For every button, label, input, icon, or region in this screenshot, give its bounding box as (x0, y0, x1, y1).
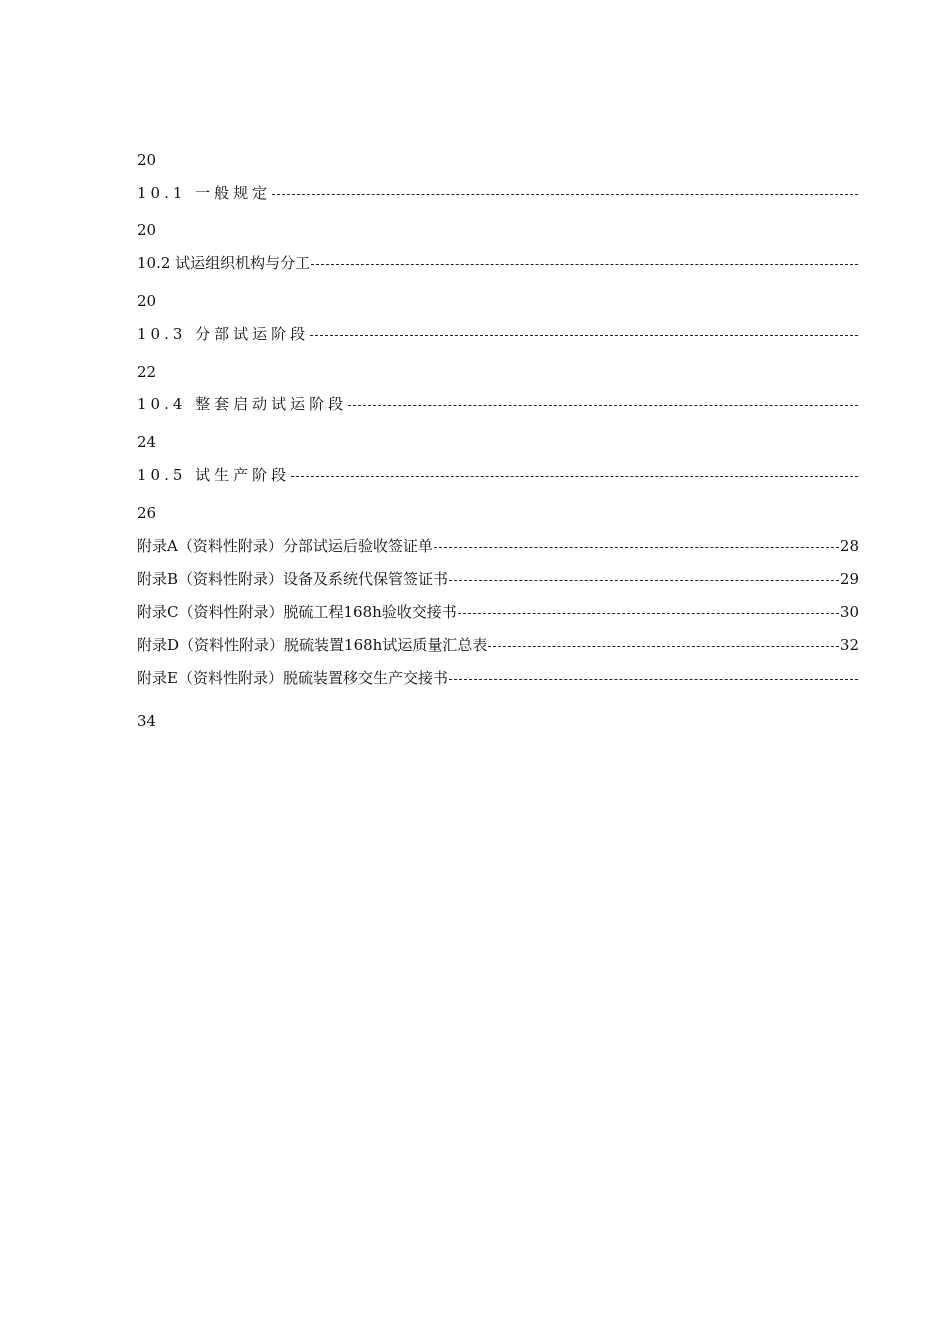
toc-page-number: 20 (137, 221, 157, 239)
toc-entry-title: 10.3 分部试运阶段 (137, 325, 310, 343)
toc-entry[interactable] (137, 667, 859, 689)
toc-leader (291, 476, 858, 477)
toc-leader (449, 679, 858, 680)
toc-entry[interactable] (137, 634, 859, 656)
toc-page-number: 20 (137, 292, 157, 310)
toc-leader (311, 264, 858, 265)
toc-page-number: 24 (137, 433, 157, 451)
toc-entry[interactable] (137, 182, 859, 204)
toc-entry-title: 附录B（资料性附录）设备及系统代保管签证书 (137, 570, 449, 588)
toc-entry[interactable] (137, 252, 859, 274)
toc-entry-page: 29 (839, 570, 859, 588)
toc-entry-title: 附录D（资料性附录）脱硫装置168h试运质量汇总表 (137, 636, 488, 654)
toc-leader (348, 405, 858, 406)
toc-entry[interactable] (137, 601, 859, 623)
toc-page-number: 20 (137, 151, 157, 169)
toc-entry[interactable] (137, 568, 859, 590)
toc-page (137, 0, 859, 1344)
toc-entry-title: 10.2 试运组织机构与分工 (137, 254, 311, 272)
toc-leader (434, 547, 839, 548)
toc-leader (449, 580, 839, 581)
toc-leader (488, 646, 839, 647)
toc-entry-title: 10.5 试生产阶段 (137, 466, 291, 484)
toc-page-number: 34 (137, 712, 157, 730)
toc-entry-page: 30 (839, 603, 859, 621)
toc-entry-title: 10.1 一般规定 (137, 184, 272, 202)
toc-entry-title: 附录E（资料性附录）脱硫装置移交生产交接书 (137, 669, 448, 687)
toc-entry[interactable] (137, 464, 859, 486)
toc-leader (272, 194, 858, 195)
toc-entry-title: 附录C（资料性附录）脱硫工程168h验收交接书 (137, 603, 457, 621)
toc-entry-page: 28 (839, 537, 859, 555)
toc-entry-title: 附录A（资料性附录）分部试运后验收签证单 (137, 537, 433, 555)
toc-page-number: 22 (137, 363, 157, 381)
toc-entry[interactable] (137, 535, 859, 557)
toc-leader (458, 613, 839, 614)
toc-page-number: 26 (137, 504, 157, 522)
toc-entry-page: 32 (839, 636, 859, 654)
toc-entry[interactable] (137, 393, 859, 415)
toc-entry-title: 10.4 整套启动试运阶段 (137, 395, 348, 413)
toc-leader (310, 335, 858, 336)
toc-entry[interactable] (137, 323, 859, 345)
